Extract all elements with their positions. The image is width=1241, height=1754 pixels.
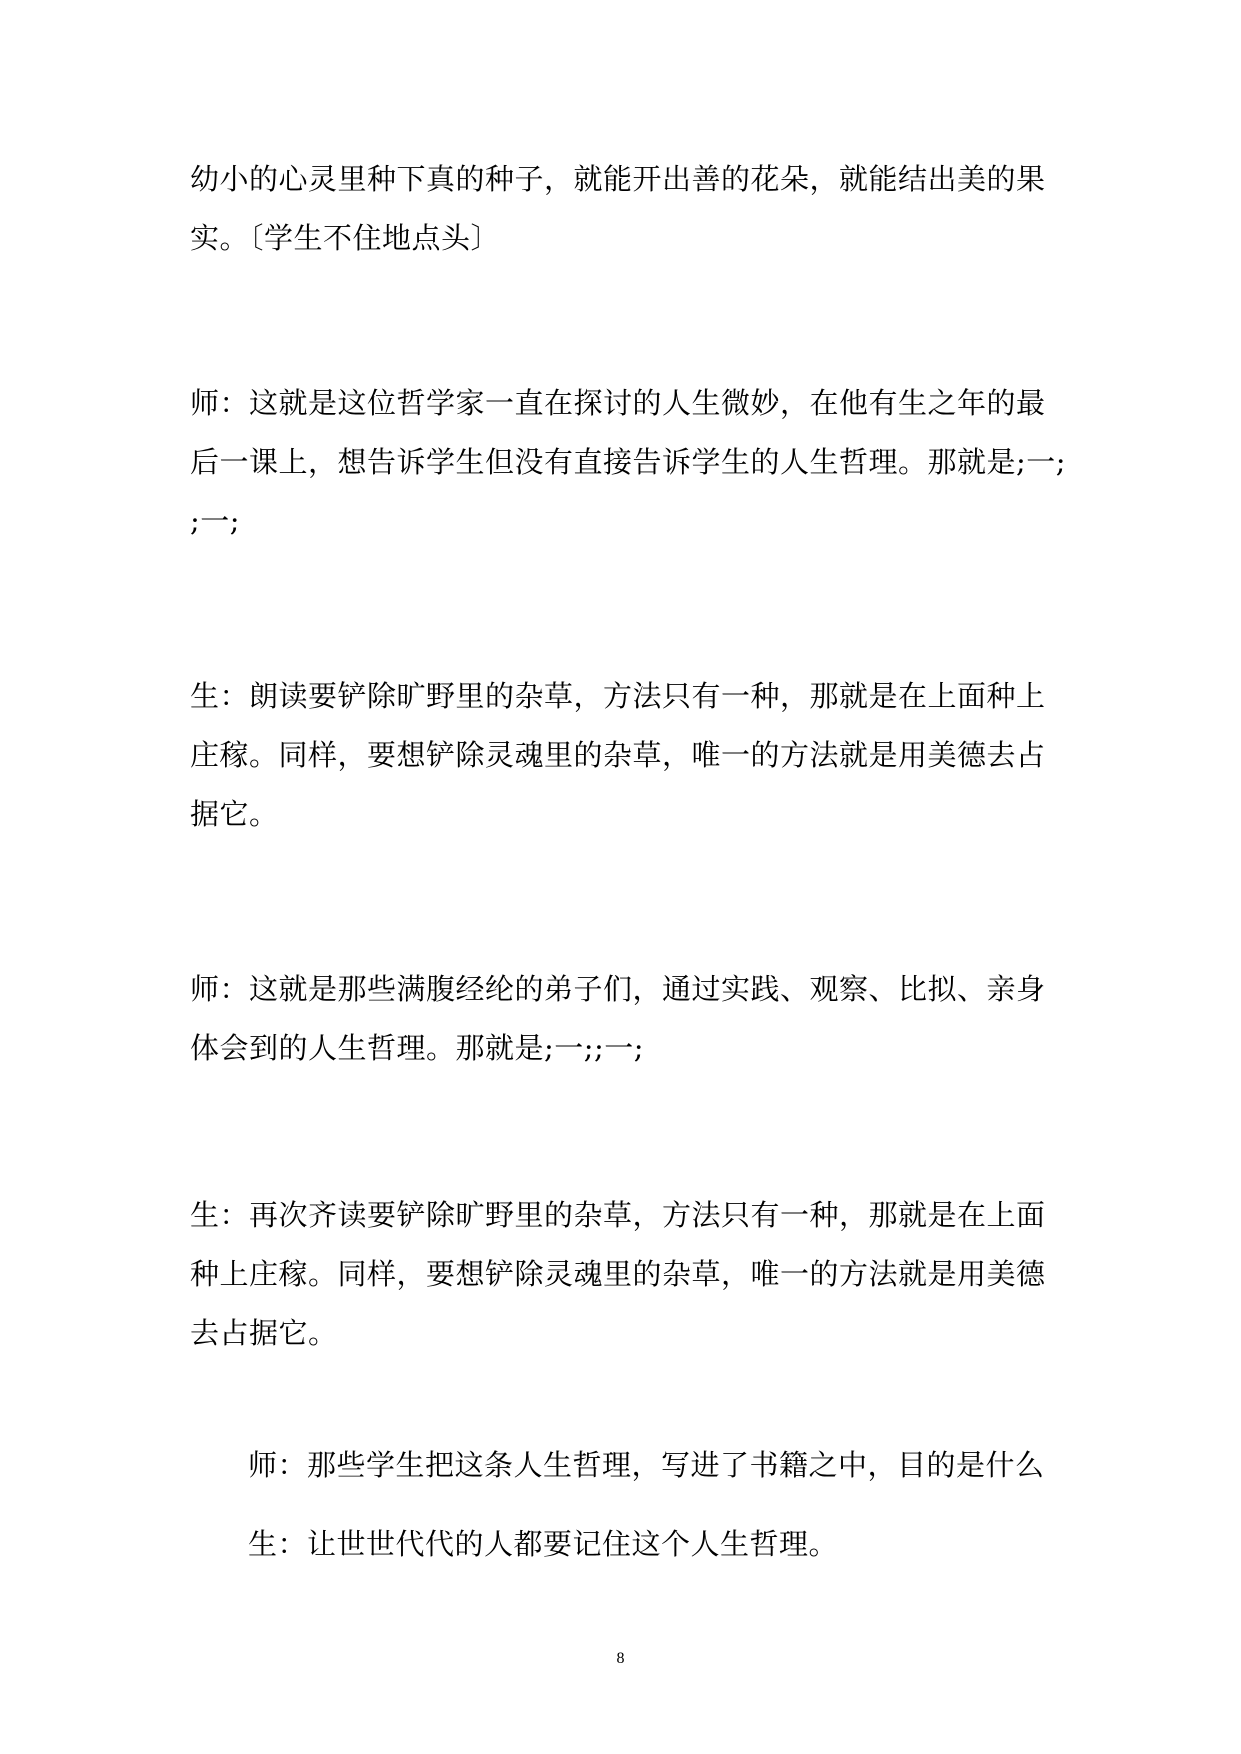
paragraph-line: 据它。 [190, 797, 279, 831]
paragraph-6 [248, 1436, 1050, 1495]
paragraph-5 [190, 1186, 1050, 1363]
paragraph-line: 种上庄稼。同样，要想铲除灵魂里的杂草，唯一的方法就是用美德 [190, 1257, 1046, 1291]
paragraph-line: 实。〔学生不住地点头〕 [190, 221, 501, 255]
paragraph-line: 幼小的心灵里种下真的种子，就能开出善的花朵，就能结出美的果 [190, 162, 1046, 196]
paragraph-3 [190, 667, 1050, 844]
paragraph-line: 去占据它。 [190, 1316, 338, 1350]
paragraph-2 [190, 374, 1067, 551]
paragraph-line: 师：这就是那些满腹经纶的弟子们，通过实践、观察、比拟、亲身 [190, 972, 1046, 1006]
paragraph-4 [190, 960, 1050, 1078]
paragraph-line: ;一; [190, 504, 241, 538]
paragraph-line: 庄稼。同样，要想铲除灵魂里的杂草，唯一的方法就是用美德去占 [190, 738, 1046, 772]
paragraph-line: 师：那些学生把这条人生哲理，写进了书籍之中，目的是什么 [248, 1448, 1045, 1482]
paragraph-line: 生：再次齐读要铲除旷野里的杂草，方法只有一种，那就是在上面 [190, 1198, 1046, 1232]
paragraph-line: 后一课上，想告诉学生但没有直接告诉学生的人生哲理。那就是;一; [190, 445, 1067, 479]
paragraph-line: 师：这就是这位哲学家一直在探讨的人生微妙，在他有生之年的最 [190, 386, 1046, 420]
page-number: 8 [616, 1650, 625, 1667]
paragraph-line: 生：朗读要铲除旷野里的杂草，方法只有一种，那就是在上面种上 [190, 679, 1046, 713]
paragraph-line: 体会到的人生哲理。那就是;一;;一; [190, 1031, 645, 1065]
paragraph-1 [190, 150, 1050, 268]
paragraph-7 [248, 1515, 1050, 1574]
paragraph-line: 生：让世世代代的人都要记住这个人生哲理。 [248, 1527, 839, 1561]
